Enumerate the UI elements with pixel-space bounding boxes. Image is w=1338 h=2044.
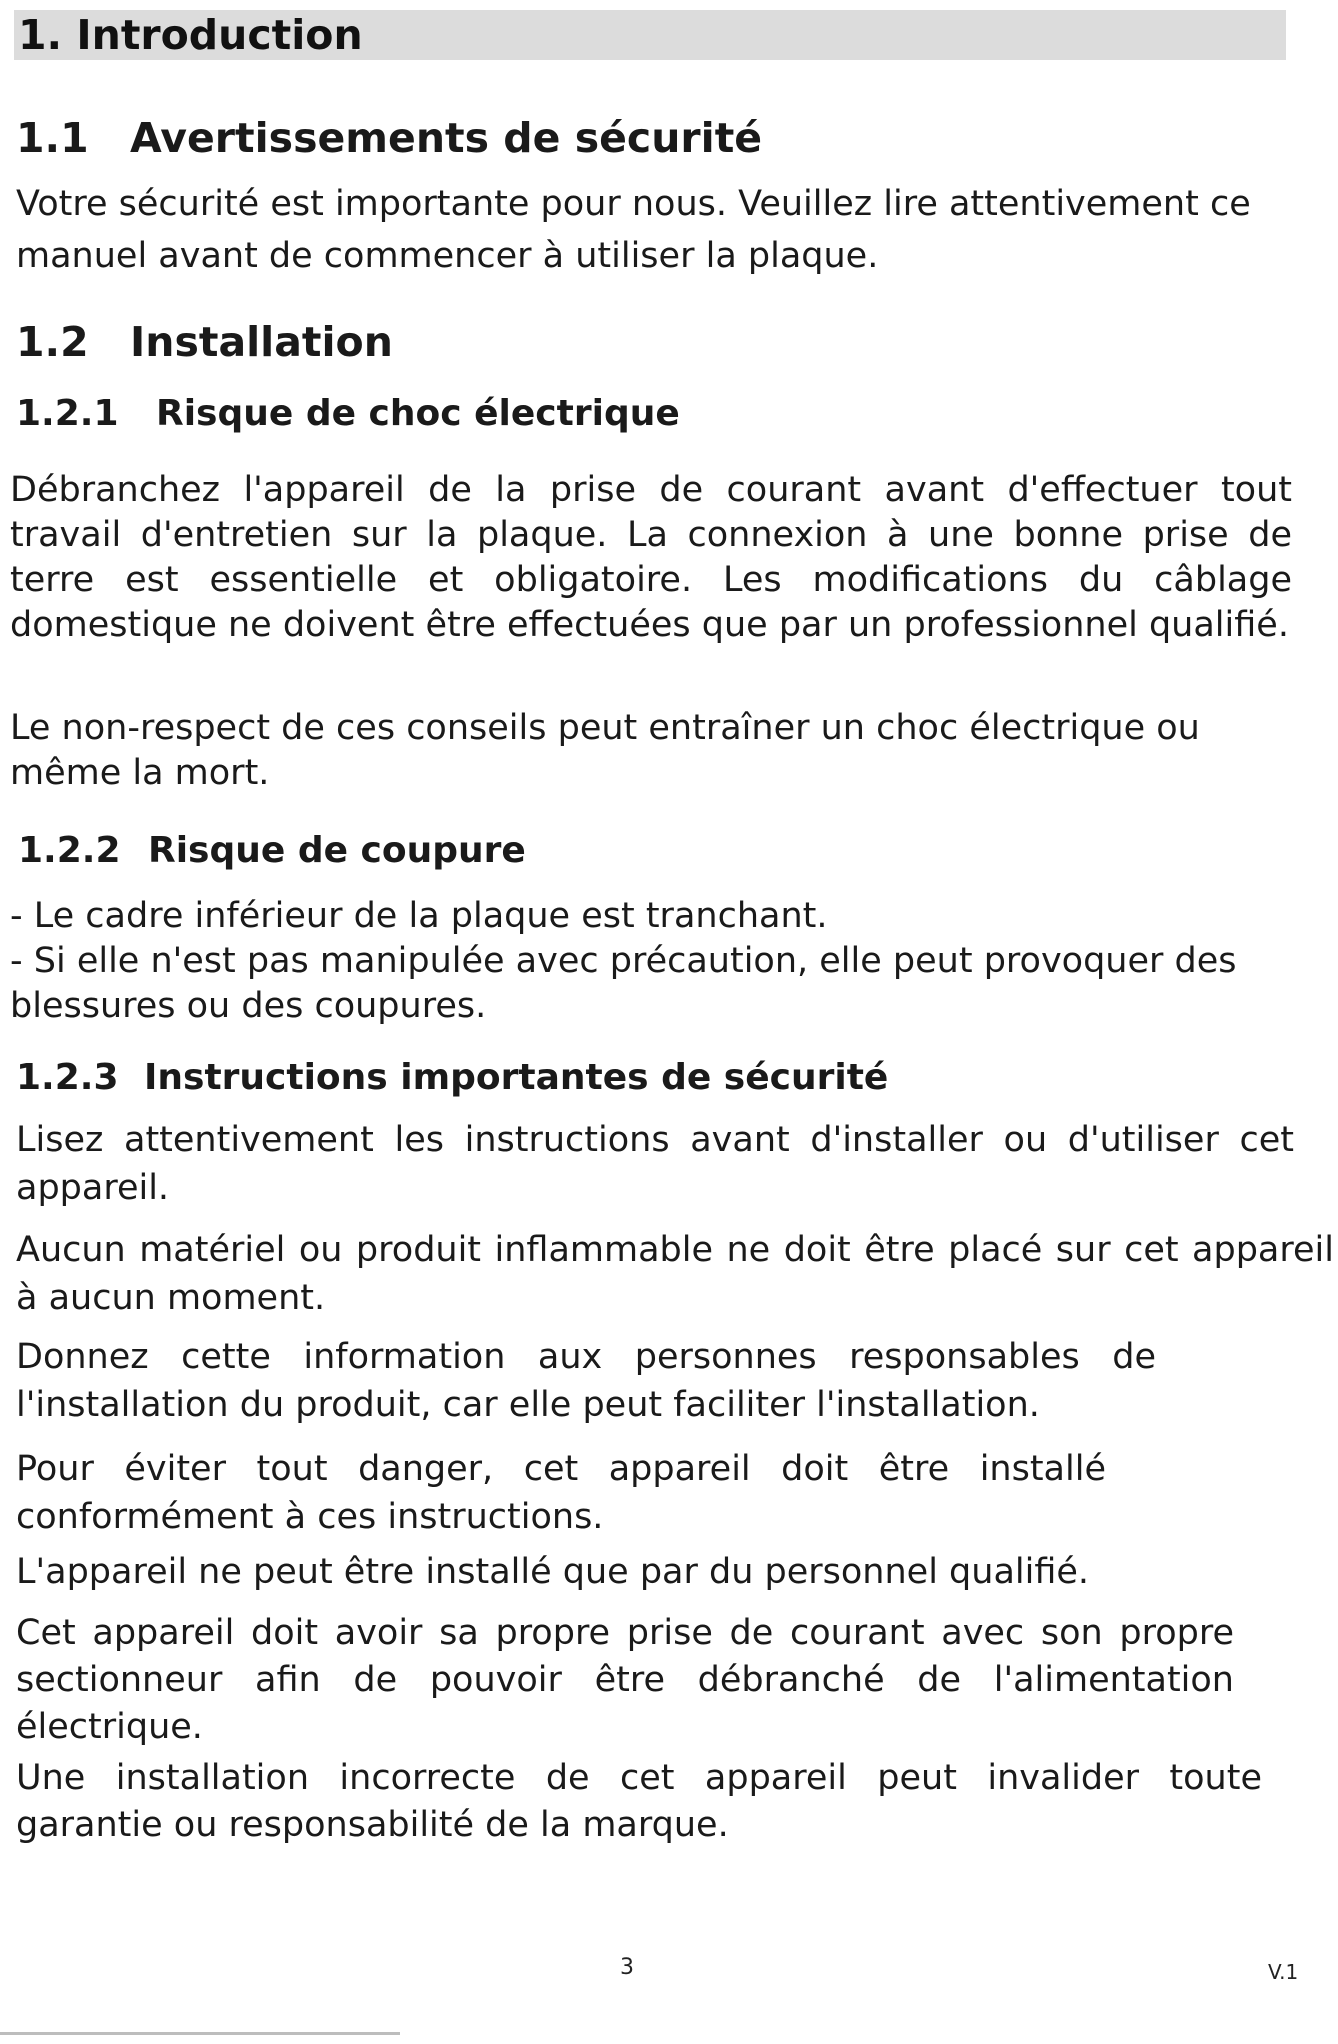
subsection-number: 1.2.2 [18,830,121,871]
section-number: 1.1 [16,114,89,162]
paragraph: Une installation incorrecte de cet appareil peut invalider toute garantie ou responsabilité de la marque. [16,1758,1262,1845]
paragraph: Pour éviter tout danger, cet appareil doit être installé conformément à ces instructions. [16,1449,1106,1537]
paragraph: Aucun matériel ou produit inflammable ne doit être placé sur cet appareil à aucun moment. [16,1230,1334,1318]
version-label: V.1 [1268,1960,1299,1984]
page-number: 3 [620,1955,634,1980]
section-title: Installation [130,318,393,366]
list-item: - Le cadre inférieur de la plaque est tranchant. [10,896,828,936]
paragraph: Le non-respect de ces conseils peut entraîner un choc électrique ou même la mort. [10,708,1200,793]
section-number: 1.2 [16,318,89,366]
section-title: Avertissements de sécurité [130,114,763,162]
chapter-title: 1. Introduction [14,10,1286,60]
paragraph: Donnez cette information aux personnes responsables de l'installation du produit, car elle peut faciliter l'installation. [16,1337,1156,1425]
subsection-number: 1.2.1 [16,393,119,434]
list-item: - Si elle n'est pas manipulée avec précaution, elle peut provoquer des blessures ou des coupures. [10,941,1237,1026]
section-heading-1-1 [16,114,762,162]
paragraph: Votre sécurité est importante pour nous. Veuillez lire attentivement ce manuel avant de commencer à utiliser la plaque. [16,184,1251,276]
section-heading-1-2 [16,318,393,366]
subsection-heading-1-2-2 [18,829,526,873]
paragraph: L'appareil ne peut être installé que par du personnel qualifié. [16,1552,1090,1592]
paragraph: Lisez attentivement les instructions avant d'installer ou d'utiliser cet appareil. [16,1120,1294,1208]
subsection-number: 1.2.3 [16,1057,119,1098]
paragraph: Débranchez l'appareil de la prise de courant avant d'effectuer tout travail d'entretien sur la plaque. La connexion à une bonne prise de terre est essentielle et obligatoire. Les modifications du câblage domestique ne doivent être effectuées que par un professionnel qualifié. [10,470,1292,645]
bottom-divider [0,2032,400,2035]
subsection-title: Instructions importantes de sécurité [144,1057,889,1098]
paragraph: Cet appareil doit avoir sa propre prise de courant avec son propre sectionneur afin de pouvoir être débranché de l'alimentation électrique. [16,1613,1234,1747]
subsection-title: Risque de coupure [148,830,526,871]
subsection-title: Risque de choc électrique [156,393,680,434]
subsection-heading-1-2-1 [16,392,680,436]
subsection-heading-1-2-3 [16,1056,888,1100]
